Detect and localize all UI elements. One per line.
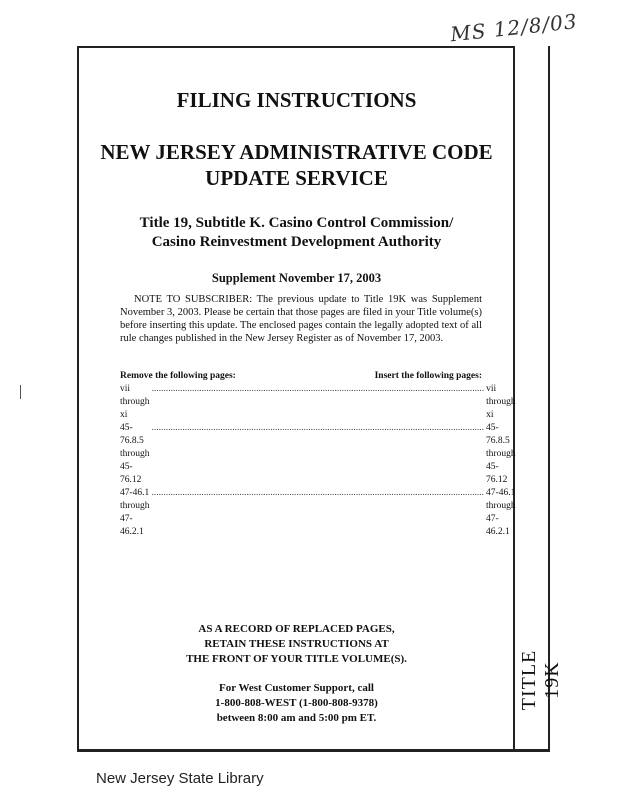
page-row xyxy=(120,487,516,539)
page-row xyxy=(120,422,516,487)
support-hours: between 8:00 am and 5:00 pm ET. xyxy=(216,712,377,724)
margin-mark xyxy=(20,385,21,399)
code-title-line2: UPDATE SERVICE xyxy=(205,166,388,190)
record-line3: THE FRONT OF YOUR TITLE VOLUME(S). xyxy=(186,653,407,665)
supplement-date: Supplement November 17, 2003 xyxy=(211,271,382,285)
insert-pages: 47-46.1 through 47-46.2.1 xyxy=(486,488,516,537)
subtitle-line1: Title 19, Subtitle K. Casino Control Commission/ xyxy=(139,215,454,231)
code-title-line1: NEW JERSEY ADMINISTRATIVE CODE xyxy=(100,140,493,164)
remove-pages: 47-46.1 through 47-46.2.1 xyxy=(120,488,150,537)
title-subtitle xyxy=(80,214,513,252)
subscriber-note: NOTE TO SUBSCRIBER: The previous update to Title 19K was Supplement November 3, 2003. Please be certain that those pages are filed in your Title volume(s) before inserting this update. The enclosed pages contain the legally adopted text of all rule changes published in the New Jersey Register as of November 17, 2003. xyxy=(120,294,482,344)
remove-header: Remove the following pages: xyxy=(120,371,236,381)
remove-pages: vii through xi xyxy=(120,384,150,420)
dot-leader: ............................................................................................................................................ xyxy=(151,423,485,433)
page-replacement-table xyxy=(120,370,516,539)
page-row xyxy=(120,383,516,422)
dot-leader: ............................................................................................................................................ xyxy=(151,488,485,498)
subtitle-line2: Casino Reinvestment Development Authority xyxy=(151,234,442,250)
customer-support xyxy=(80,681,513,726)
record-instructions xyxy=(80,622,513,667)
page-table-header xyxy=(120,370,482,383)
record-line1: AS A RECORD OF REPLACED PAGES, xyxy=(198,623,395,635)
insert-pages: 45-76.8.5 through 45-76.12 xyxy=(486,423,516,485)
page-title: FILING INSTRUCTIONS xyxy=(176,88,417,112)
insert-header: Insert the following pages: xyxy=(374,371,482,381)
library-stamp: New Jersey State Library xyxy=(96,770,264,787)
handwritten-annotation: MS 12/8/03 xyxy=(449,9,579,47)
record-line2: RETAIN THESE INSTRUCTIONS AT xyxy=(204,638,389,650)
code-title xyxy=(80,139,513,191)
spine-title-label: TITLE 19K xyxy=(518,649,563,711)
insert-pages: vii through xi xyxy=(486,384,516,420)
support-phone: 1-800-808-WEST (1-800-808-9378) xyxy=(215,697,378,709)
support-line1: For West Customer Support, call xyxy=(219,682,374,694)
remove-pages: 45-76.8.5 through 45-76.12 xyxy=(120,423,150,485)
dot-leader: ............................................................................................................................................ xyxy=(151,384,485,394)
